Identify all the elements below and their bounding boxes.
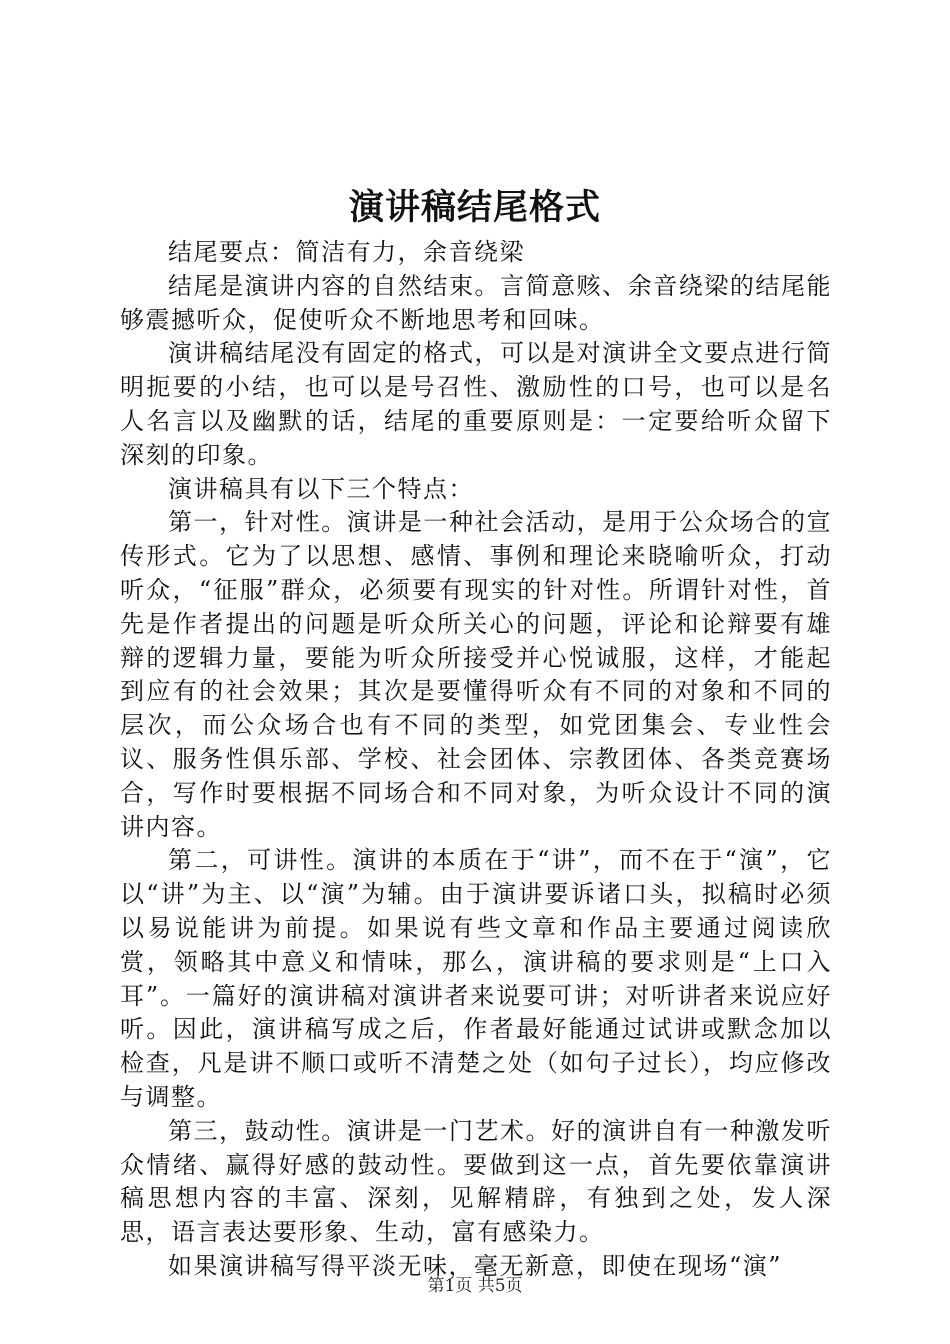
paragraph-ending-format: 演讲稿结尾没有固定的格式，可以是对演讲全文要点进行简明扼要的小结，也可以是号召性、激励性的口号，也可以是名人名言以及幽默的话，结尾的重要原则是：一定要给听众留下深刻的印象。: [120, 339, 832, 469]
paragraph-continuation: 如果演讲稿写得平淡无味，毫无新意，即使在现场“演”: [168, 1251, 783, 1280]
document-title: 演讲稿结尾格式: [348, 187, 601, 228]
paragraph-feature-one: 第一，针对性。演讲是一种社会活动，是用于公众场合的宣传形式。它为了以思想、感情、事例和理论来晓喻听众，打动听众，“征服”群众，必须要有现实的针对性。所谓针对性，首先是作者提出的问题是听众所关心的问题，评论和论辩要有雄辩的逻辑力量，要能为听众所接受并心悦诚服，这样，才能起到应有的社会效果；其次是要懂得听众有不同的对象和不同的层次，而公众场合也有不同的类型，如党团集会、专业性会议、服务性俱乐部、学校、社会团体、宗教团体、各类竞赛场合，写作时要根据不同场合和不同对象，为听众设计不同的演讲内容。: [120, 508, 832, 841]
paragraph-feature-two: 第二，可讲性。演讲的本质在于“讲”，而不在于“演”，它以“讲”为主、以“演”为辅。由于演讲要诉诸口头，拟稿时必须以易说能讲为前提。如果说有些文章和作品主要通过阅读欣赏，领略其中意义和情味，那么，演讲稿的要求则是“上口入耳”。一篇好的演讲稿对演讲者来说要可讲；对听讲者来说应好听。因此，演讲稿写成之后，作者最好能通过试讲或默念加以检查，凡是讲不顺口或听不清楚之处（如句子过长），均应修改与调整。: [120, 846, 832, 1111]
paragraph-feature-three: 第三，鼓动性。演讲是一门艺术。好的演讲自有一种激发听众情绪、赢得好感的鼓动性。要做到这一点，首先要依靠演讲稿思想内容的丰富、深刻，见解精辟，有独到之处，发人深思，语言表达要形象、生动，富有感染力。: [120, 1116, 832, 1247]
paragraph-key-point: 结尾要点：简洁有力，余音绕梁: [168, 238, 525, 266]
paragraph-features-heading: 演讲稿具有以下三个特点：: [168, 474, 474, 503]
paragraph-ending-intro: 结尾是演讲内容的自然结束。言简意赅、余音绕梁的结尾能够震撼听众，促使听众不断地思考和回味。: [120, 271, 832, 334]
document-body: [120, 236, 832, 1284]
page-number-footer: 第1页 共5页: [427, 1276, 523, 1296]
